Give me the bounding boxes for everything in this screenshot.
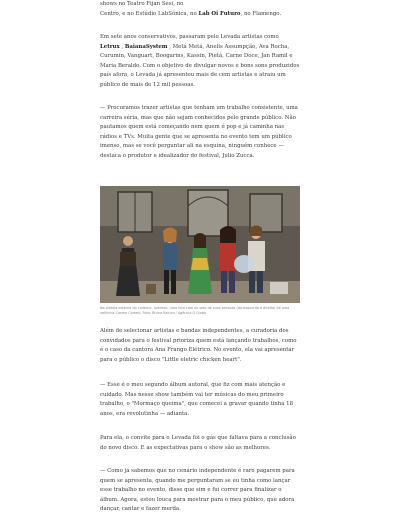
p1-text-a: Em sete anos conservativos, passaram pelo Levada artistas como bbox=[100, 34, 279, 40]
paragraph-curadoria: Além de selecionar artistas e bandas independentes, a curadoria dos convidados para o festival prioriza quem está lançando trabalhos, como é o caso da cantora Ana Frango Elétrico. No evento, ela vai apresentar para o público o disco "Little eletric chicken heart". bbox=[100, 328, 297, 363]
intro-line-1: shows no Teatro Fijan Sesi, no bbox=[100, 1, 184, 7]
p1-text-d: , Metá Metá, Anelis Assumpção, Ava Rocha, Curumin, Vanguart, Boogarins, Kassin, Pietá, Carne Doce, Jan Ramil e Maria Beraldo. Com o objetivo de divulgar novos e bons sons produzidos país afora, o Levada já apresentou mais de cem artistas e atraiu um público de mais de 12 mil pessoas. bbox=[100, 43, 300, 88]
photo-caption: Na plateia externa do caderno, Azeredo, uma foto com os sete de suas pessoas (da esquerda à direita) de uma velhinha Cosme Correio. Foto: Bruno Kaiuca / Agência O Globo bbox=[100, 306, 290, 315]
paragraph-quote-album: — Esse é o meu segundo álbum autoral, que fiz com mais atenção e cuidado. Mas nesse show também vai ter músicas do meu primeiro trabalho, o "Mormaço queima", que comecei a gravar quando tinha 18 anos, era revolutinha — adianta. bbox=[100, 382, 294, 417]
intro-line-2-pre: Centro, e no Estúdio LabSônica, no bbox=[100, 10, 199, 17]
paragraph-artists bbox=[100, 33, 300, 90]
paragraph-intro bbox=[100, 0, 300, 19]
article-photo[interactable] bbox=[100, 186, 300, 303]
paragraph-quote-zucca: — Procuramos trazer artistas que tenham um trabalho consistente, uma carreira séria, mas que não sejam conhecidos pelo grande público. Não pautamos quem está começando nem quem é pop e já caminha nas rádios e TVs. Muita gente que se apresenta no evento tem um público imenso, mas se você perguntar ali na esquina, ninguém conhece — destaca o produtor e idealizador do festival, Julio Zucca. bbox=[100, 105, 298, 159]
p1-text-c: , bbox=[119, 43, 125, 50]
paragraph-convite: Para ela, o convite para o Levada foi o gás que faltava para a conclusão do novo disco. E as expectativas para o show são as melhores. bbox=[100, 435, 296, 451]
intro-line-2-post: , no Flamengo. bbox=[240, 10, 282, 17]
paragraph-quote-independente: — Como já sabemos que no cenário independente é raro pagarem para quem se apresenta, quando me perguntaram se eu tinha como lançar esse trabalho no evento, disse que sim e fui correr para finalizar o álbum. Agora, estou louca para mostrar para o meu público, que adora dançar, cantar e fazer merda. bbox=[100, 468, 295, 512]
letrux-link[interactable]: Letrux bbox=[100, 43, 120, 50]
lab-oi-futuro-link[interactable]: Lab Oi Futuro bbox=[198, 10, 241, 17]
photo-illustration bbox=[100, 186, 300, 303]
baianasystem-link[interactable]: BaianaSystem bbox=[124, 43, 168, 50]
article-photo-figure bbox=[100, 186, 300, 316]
